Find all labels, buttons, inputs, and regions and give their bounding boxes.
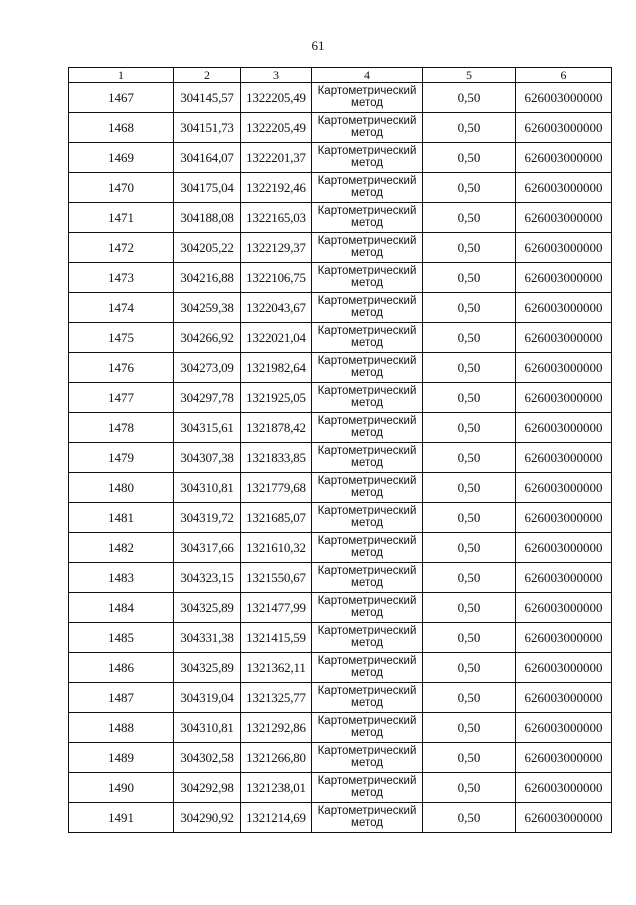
y-coordinate-cell: 1321550,67 <box>241 563 312 593</box>
table-row <box>69 443 612 473</box>
table-row <box>69 593 612 623</box>
method-cell <box>312 473 423 503</box>
code-cell: 626003000000 <box>516 803 612 833</box>
method-line-2: метод <box>351 697 383 709</box>
method-cell <box>312 233 423 263</box>
method-cell <box>312 503 423 533</box>
code-cell: 626003000000 <box>516 503 612 533</box>
x-coordinate-cell: 304319,72 <box>174 503 241 533</box>
table-row <box>69 743 612 773</box>
code-cell: 626003000000 <box>516 263 612 293</box>
accuracy-cell: 0,50 <box>423 233 516 263</box>
method-line-2: метод <box>351 607 383 619</box>
table-row <box>69 353 612 383</box>
method-line-1: Картометрический <box>317 115 417 127</box>
method-line-1: Картометрический <box>317 595 417 607</box>
y-coordinate-cell: 1321982,64 <box>241 353 312 383</box>
x-coordinate-cell: 304266,92 <box>174 323 241 353</box>
point-number-cell: 1476 <box>69 353 174 383</box>
y-coordinate-cell: 1321325,77 <box>241 683 312 713</box>
accuracy-cell: 0,50 <box>423 803 516 833</box>
method-cell <box>312 533 423 563</box>
accuracy-cell: 0,50 <box>423 503 516 533</box>
code-cell: 626003000000 <box>516 233 612 263</box>
accuracy-cell: 0,50 <box>423 113 516 143</box>
method-line-1: Картометрический <box>317 85 417 97</box>
method-line-2: метод <box>351 487 383 499</box>
method-line-1: Картометрический <box>317 685 417 697</box>
table-row <box>69 473 612 503</box>
y-coordinate-cell: 1321878,42 <box>241 413 312 443</box>
x-coordinate-cell: 304325,89 <box>174 653 241 683</box>
point-number-cell: 1483 <box>69 563 174 593</box>
accuracy-cell: 0,50 <box>423 263 516 293</box>
code-cell: 626003000000 <box>516 413 612 443</box>
table-row <box>69 323 612 353</box>
y-coordinate-cell: 1321610,32 <box>241 533 312 563</box>
x-coordinate-cell: 304188,08 <box>174 203 241 233</box>
point-number-cell: 1489 <box>69 743 174 773</box>
y-coordinate-cell: 1321362,11 <box>241 653 312 683</box>
method-cell <box>312 653 423 683</box>
point-number-cell: 1482 <box>69 533 174 563</box>
code-cell: 626003000000 <box>516 713 612 743</box>
x-coordinate-cell: 304331,38 <box>174 623 241 653</box>
table-row <box>69 533 612 563</box>
method-cell <box>312 173 423 203</box>
method-cell <box>312 773 423 803</box>
y-coordinate-cell: 1322201,37 <box>241 143 312 173</box>
method-line-1: Картометрический <box>317 445 417 457</box>
accuracy-cell: 0,50 <box>423 593 516 623</box>
method-cell <box>312 593 423 623</box>
method-line-1: Картометрический <box>317 175 417 187</box>
table-row <box>69 143 612 173</box>
accuracy-cell: 0,50 <box>423 773 516 803</box>
method-line-1: Картометрический <box>317 505 417 517</box>
point-number-cell: 1471 <box>69 203 174 233</box>
point-number-cell: 1488 <box>69 713 174 743</box>
method-line-1: Картометрический <box>317 355 417 367</box>
method-line-2: метод <box>351 127 383 139</box>
table-row <box>69 683 612 713</box>
point-number-cell: 1485 <box>69 623 174 653</box>
accuracy-cell: 0,50 <box>423 353 516 383</box>
method-line-1: Картометрический <box>317 265 417 277</box>
page-number: 61 <box>311 38 325 53</box>
method-line-2: метод <box>351 757 383 769</box>
method-cell <box>312 83 423 113</box>
method-cell <box>312 743 423 773</box>
code-cell: 626003000000 <box>516 743 612 773</box>
point-number-cell: 1473 <box>69 263 174 293</box>
x-coordinate-cell: 304315,61 <box>174 413 241 443</box>
x-coordinate-cell: 304175,04 <box>174 173 241 203</box>
y-coordinate-cell: 1322205,49 <box>241 83 312 113</box>
code-cell: 626003000000 <box>516 683 612 713</box>
table-row <box>69 263 612 293</box>
method-line-1: Картометрический <box>317 205 417 217</box>
y-coordinate-cell: 1322192,46 <box>241 173 312 203</box>
method-line-1: Картометрический <box>317 805 417 817</box>
method-line-1: Картометрический <box>317 775 417 787</box>
y-coordinate-cell: 1321214,69 <box>241 803 312 833</box>
y-coordinate-cell: 1321292,86 <box>241 713 312 743</box>
point-number-cell: 1475 <box>69 323 174 353</box>
code-cell: 626003000000 <box>516 383 612 413</box>
method-line-2: метод <box>351 217 383 229</box>
method-line-2: метод <box>351 187 383 199</box>
method-line-1: Картометрический <box>317 325 417 337</box>
accuracy-cell: 0,50 <box>423 713 516 743</box>
method-line-2: метод <box>351 577 383 589</box>
method-line-1: Картометрический <box>317 625 417 637</box>
code-cell: 626003000000 <box>516 143 612 173</box>
point-number-cell: 1470 <box>69 173 174 203</box>
x-coordinate-cell: 304205,22 <box>174 233 241 263</box>
column-header-2: 2 <box>174 68 241 83</box>
method-cell <box>312 683 423 713</box>
code-cell: 626003000000 <box>516 773 612 803</box>
method-line-2: метод <box>351 457 383 469</box>
x-coordinate-cell: 304310,81 <box>174 473 241 503</box>
x-coordinate-cell: 304292,98 <box>174 773 241 803</box>
point-number-cell: 1469 <box>69 143 174 173</box>
code-cell: 626003000000 <box>516 293 612 323</box>
table-row <box>69 773 612 803</box>
y-coordinate-cell: 1321415,59 <box>241 623 312 653</box>
code-cell: 626003000000 <box>516 83 612 113</box>
method-cell <box>312 623 423 653</box>
point-number-cell: 1472 <box>69 233 174 263</box>
method-cell <box>312 443 423 473</box>
method-line-2: метод <box>351 547 383 559</box>
code-cell: 626003000000 <box>516 173 612 203</box>
accuracy-cell: 0,50 <box>423 293 516 323</box>
code-cell: 626003000000 <box>516 563 612 593</box>
method-cell <box>312 323 423 353</box>
method-line-1: Картометрический <box>317 385 417 397</box>
method-line-1: Картометрический <box>317 145 417 157</box>
point-number-cell: 1468 <box>69 113 174 143</box>
accuracy-cell: 0,50 <box>423 83 516 113</box>
method-line-2: метод <box>351 397 383 409</box>
y-coordinate-cell: 1321685,07 <box>241 503 312 533</box>
accuracy-cell: 0,50 <box>423 413 516 443</box>
accuracy-cell: 0,50 <box>423 443 516 473</box>
header-row <box>69 68 612 83</box>
method-line-1: Картометрический <box>317 475 417 487</box>
accuracy-cell: 0,50 <box>423 683 516 713</box>
column-header-3: 3 <box>241 68 312 83</box>
accuracy-cell: 0,50 <box>423 563 516 593</box>
method-line-2: метод <box>351 307 383 319</box>
point-number-cell: 1480 <box>69 473 174 503</box>
point-number-cell: 1481 <box>69 503 174 533</box>
method-line-2: метод <box>351 727 383 739</box>
method-cell <box>312 263 423 293</box>
code-cell: 626003000000 <box>516 623 612 653</box>
x-coordinate-cell: 304325,89 <box>174 593 241 623</box>
method-line-1: Картометрический <box>317 235 417 247</box>
table-row <box>69 803 612 833</box>
x-coordinate-cell: 304307,38 <box>174 443 241 473</box>
method-line-2: метод <box>351 787 383 799</box>
accuracy-cell: 0,50 <box>423 533 516 563</box>
code-cell: 626003000000 <box>516 353 612 383</box>
x-coordinate-cell: 304273,09 <box>174 353 241 383</box>
accuracy-cell: 0,50 <box>423 173 516 203</box>
table-row <box>69 173 612 203</box>
method-cell <box>312 803 423 833</box>
method-line-2: метод <box>351 817 383 829</box>
method-cell <box>312 203 423 233</box>
y-coordinate-cell: 1321266,80 <box>241 743 312 773</box>
code-cell: 626003000000 <box>516 593 612 623</box>
accuracy-cell: 0,50 <box>423 653 516 683</box>
column-header-4: 4 <box>312 68 423 83</box>
method-line-1: Картометрический <box>317 295 417 307</box>
x-coordinate-cell: 304319,04 <box>174 683 241 713</box>
y-coordinate-cell: 1321925,05 <box>241 383 312 413</box>
method-line-2: метод <box>351 247 383 259</box>
table-row <box>69 113 612 143</box>
table-row <box>69 293 612 323</box>
method-line-1: Картометрический <box>317 715 417 727</box>
accuracy-cell: 0,50 <box>423 473 516 503</box>
method-line-2: метод <box>351 157 383 169</box>
point-number-cell: 1474 <box>69 293 174 323</box>
x-coordinate-cell: 304164,07 <box>174 143 241 173</box>
x-coordinate-cell: 304290,92 <box>174 803 241 833</box>
y-coordinate-cell: 1321238,01 <box>241 773 312 803</box>
accuracy-cell: 0,50 <box>423 383 516 413</box>
point-number-cell: 1487 <box>69 683 174 713</box>
accuracy-cell: 0,50 <box>423 743 516 773</box>
table-row <box>69 563 612 593</box>
method-line-2: метод <box>351 637 383 649</box>
y-coordinate-cell: 1322043,67 <box>241 293 312 323</box>
code-cell: 626003000000 <box>516 473 612 503</box>
method-line-1: Картометрический <box>317 535 417 547</box>
accuracy-cell: 0,50 <box>423 203 516 233</box>
method-cell <box>312 383 423 413</box>
method-line-1: Картометрический <box>317 415 417 427</box>
x-coordinate-cell: 304151,73 <box>174 113 241 143</box>
table-body <box>69 83 612 833</box>
method-line-1: Картометрический <box>317 655 417 667</box>
method-line-1: Картометрический <box>317 565 417 577</box>
table-header <box>69 68 612 83</box>
coordinates-table <box>68 67 612 833</box>
x-coordinate-cell: 304302,58 <box>174 743 241 773</box>
y-coordinate-cell: 1322021,04 <box>241 323 312 353</box>
x-coordinate-cell: 304259,38 <box>174 293 241 323</box>
point-number-cell: 1479 <box>69 443 174 473</box>
y-coordinate-cell: 1321779,68 <box>241 473 312 503</box>
table-row <box>69 653 612 683</box>
point-number-cell: 1484 <box>69 593 174 623</box>
table-row <box>69 413 612 443</box>
x-coordinate-cell: 304297,78 <box>174 383 241 413</box>
table-row <box>69 203 612 233</box>
x-coordinate-cell: 304317,66 <box>174 533 241 563</box>
column-header-5: 5 <box>423 68 516 83</box>
table-row <box>69 503 612 533</box>
y-coordinate-cell: 1321833,85 <box>241 443 312 473</box>
method-cell <box>312 413 423 443</box>
code-cell: 626003000000 <box>516 443 612 473</box>
method-line-2: метод <box>351 427 383 439</box>
method-line-2: метод <box>351 517 383 529</box>
code-cell: 626003000000 <box>516 203 612 233</box>
code-cell: 626003000000 <box>516 323 612 353</box>
code-cell: 626003000000 <box>516 113 612 143</box>
y-coordinate-cell: 1322205,49 <box>241 113 312 143</box>
table-row <box>69 623 612 653</box>
method-line-2: метод <box>351 367 383 379</box>
code-cell: 626003000000 <box>516 653 612 683</box>
point-number-cell: 1477 <box>69 383 174 413</box>
column-header-1: 1 <box>69 68 174 83</box>
y-coordinate-cell: 1322106,75 <box>241 263 312 293</box>
y-coordinate-cell: 1322129,37 <box>241 233 312 263</box>
method-cell <box>312 293 423 323</box>
point-number-cell: 1467 <box>69 83 174 113</box>
x-coordinate-cell: 304323,15 <box>174 563 241 593</box>
method-line-1: Картометрический <box>317 745 417 757</box>
y-coordinate-cell: 1322165,03 <box>241 203 312 233</box>
method-line-2: метод <box>351 277 383 289</box>
accuracy-cell: 0,50 <box>423 323 516 353</box>
column-header-6: 6 <box>516 68 612 83</box>
method-cell <box>312 143 423 173</box>
method-cell <box>312 713 423 743</box>
table-row <box>69 713 612 743</box>
method-cell <box>312 113 423 143</box>
table-row <box>69 383 612 413</box>
method-line-2: метод <box>351 97 383 109</box>
method-line-2: метод <box>351 667 383 679</box>
table-row <box>69 83 612 113</box>
accuracy-cell: 0,50 <box>423 143 516 173</box>
point-number-cell: 1490 <box>69 773 174 803</box>
method-cell <box>312 353 423 383</box>
x-coordinate-cell: 304145,57 <box>174 83 241 113</box>
x-coordinate-cell: 304216,88 <box>174 263 241 293</box>
y-coordinate-cell: 1321477,99 <box>241 593 312 623</box>
method-cell <box>312 563 423 593</box>
point-number-cell: 1478 <box>69 413 174 443</box>
x-coordinate-cell: 304310,81 <box>174 713 241 743</box>
code-cell: 626003000000 <box>516 533 612 563</box>
accuracy-cell: 0,50 <box>423 623 516 653</box>
point-number-cell: 1486 <box>69 653 174 683</box>
method-line-2: метод <box>351 337 383 349</box>
point-number-cell: 1491 <box>69 803 174 833</box>
table-row <box>69 233 612 263</box>
